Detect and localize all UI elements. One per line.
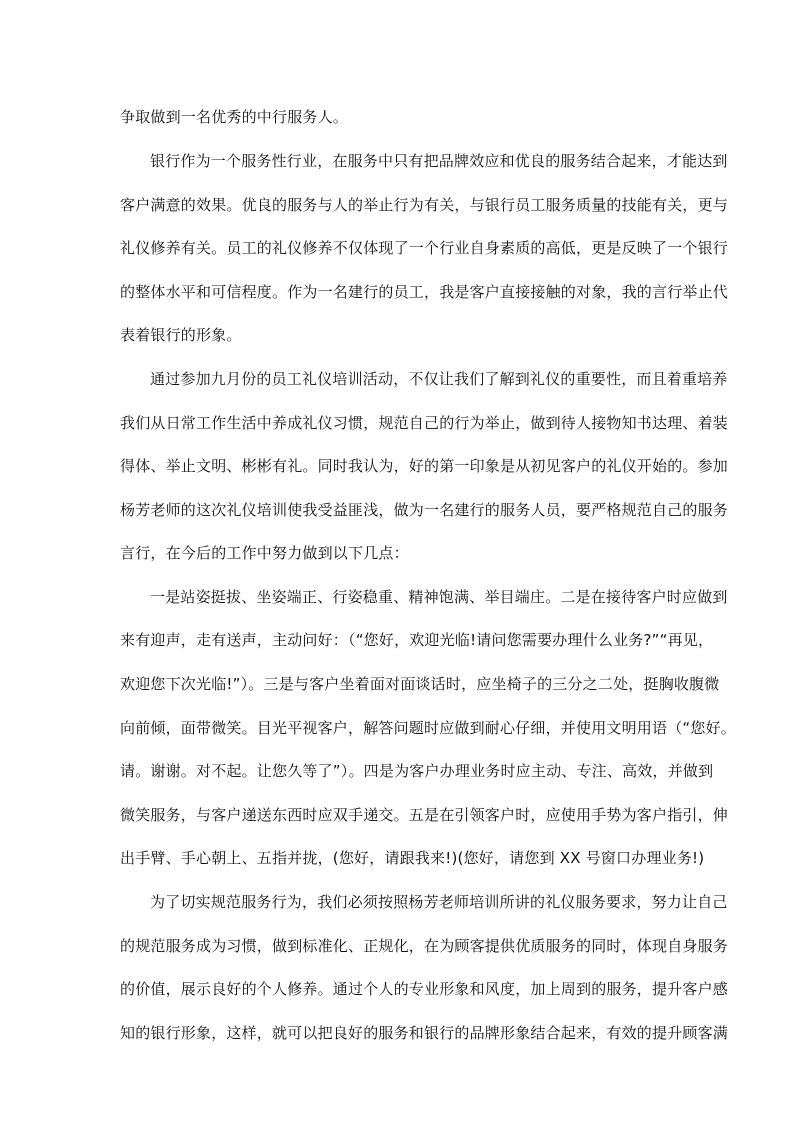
text-line: 向前倾，面带微笑。目光平视客户，解答问题时应做到耐心仔细，并使用文明用语（“您好。 [120, 719, 736, 737]
paragraph-start-line: 银行作为一个服务性行业，在服务中只有把品牌效应和优良的服务结合起来，才能达到 [150, 152, 728, 170]
text-line: 的价值，展示良好的个人修养。通过个人的专业形象和风度，加上周到的服务，提升客户感 [120, 980, 729, 998]
text-line: 礼仪修养有关。员工的礼仪修养不仅体现了一个行业自身素质的高低，更是反映了一个银行 [120, 239, 729, 257]
text-line: 请。谢谢。对不起。让您久等了”）。四是为客户办理业务时应主动、专注、高效，并做到 [120, 762, 714, 780]
text-line: 言行，在今后的工作中努力做到以下几点： [120, 544, 409, 562]
text-line: 表着银行的形象。 [120, 326, 242, 344]
text-line: 客户满意的效果。优良的服务与人的举止行为有关，与银行员工服务质量的技能有关，更与 [120, 196, 729, 214]
text-line: 的规范服务成为习惯，做到标准化、正规化，在为顾客提供优质服务的同时，体现自身服务 [120, 937, 729, 955]
text-line: 欢迎您下次光临!”）。三是与客户坐着面对面谈话时，应坐椅子的三分之二处，挺胸收腹微 [120, 675, 720, 693]
text-line: 得体、举止文明、彬彬有礼。同时我认为，好的第一印象是从初见客户的礼仪开始的。参加 [120, 457, 729, 475]
paragraph-start-line: 一是站姿挺拔、坐姿端正、行姿稳重、精神饱满、举目端庄。二是在接待客户时应做到 [150, 588, 728, 606]
paragraph-start-line: 通过参加九月份的员工礼仪培训活动，不仅让我们了解到礼仪的重要性，而且着重培养 [150, 370, 728, 388]
text-line: 来有迎声，走有送声，主动问好：（“您好，欢迎光临!请问您需要办理什么业务?”“再见， [120, 631, 714, 649]
text-line: 微笑服务，与客户递送东西时应双手递交。五是在引领客户时，应使用手势为客户指引，伸 [120, 806, 729, 824]
text-line: 出手臂、手心朝上、五指并拢，(您好，请跟我来!)(您好，请您到 XX 号窗口办理业务!) [120, 849, 705, 867]
text-line: 知的银行形象，这样，就可以把良好的服务和银行的品牌形象结合起来，有效的提升顾客满 [120, 1024, 729, 1042]
paragraph-start-line: 为了切实规范服务行为，我们必须按照杨芳老师培训所讲的礼仪服务要求，努力让自己 [150, 893, 728, 911]
text-line: 争取做到一名优秀的中行服务人。 [120, 108, 349, 126]
text-line: 杨芳老师的这次礼仪培训使我受益匪浅，做为一名建行的服务人员，要严格规范自己的服务 [120, 501, 729, 519]
text-line: 的整体水平和可信程度。作为一名建行的员工，我是客户直接接触的对象，我的言行举止代 [120, 283, 729, 301]
text-line: 我们从日常工作生活中养成礼仪习惯，规范自己的行为举止，做到待人接物知书达理、着装 [120, 414, 729, 432]
